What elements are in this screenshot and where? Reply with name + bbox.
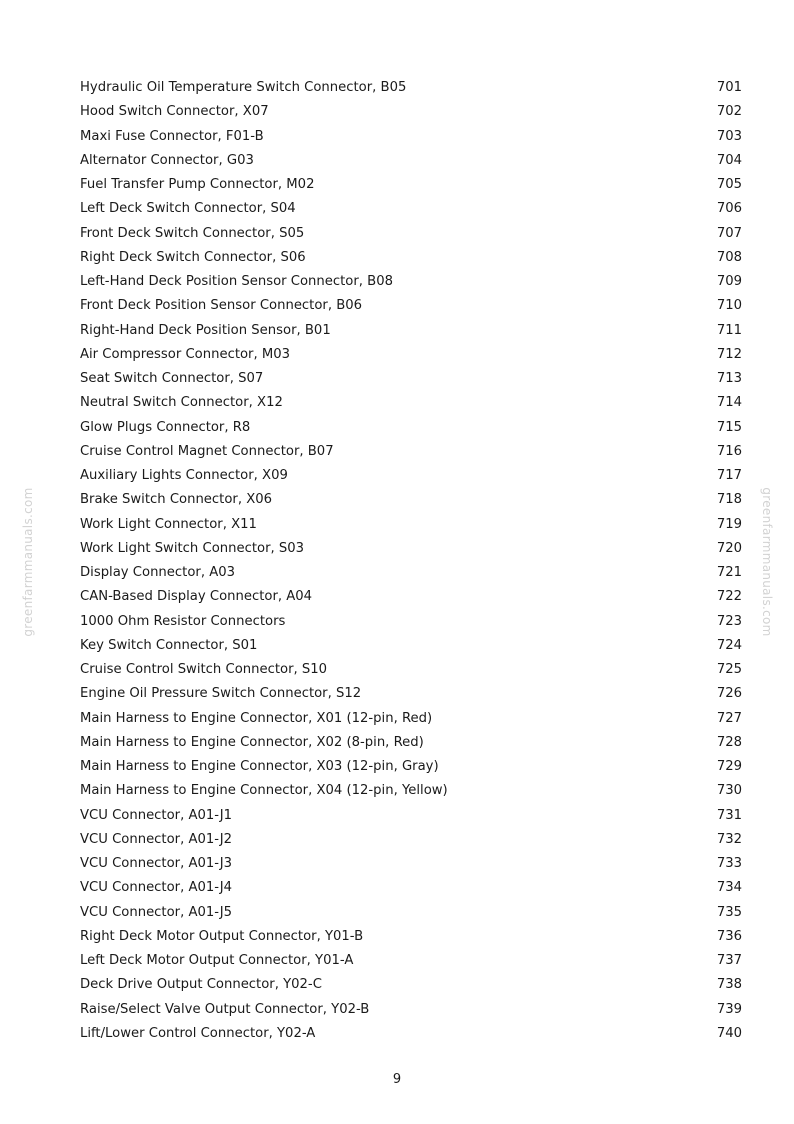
toc-entry-title: Work Light Connector, X11	[80, 516, 257, 532]
toc-entry[interactable]	[80, 464, 742, 488]
toc-entry[interactable]	[80, 682, 742, 706]
toc-entry-page: 710	[716, 298, 742, 314]
toc-entry[interactable]	[80, 634, 742, 658]
toc-entry-page: 720	[716, 540, 742, 556]
toc-entry-title: Left Deck Motor Output Connector, Y01-A	[80, 953, 354, 968]
toc-entry-title: Right Deck Switch Connector, S06	[80, 249, 306, 265]
toc-entry-title: Neutral Switch Connector, X12	[80, 395, 283, 411]
toc-entry-title: Alternator Connector, G03	[80, 152, 254, 168]
toc-entry[interactable]	[80, 852, 742, 876]
toc-entry-page: 733	[716, 856, 742, 871]
toc-entry-title: Work Light Switch Connector, S03	[80, 540, 305, 556]
toc-entry[interactable]	[80, 925, 742, 949]
toc-entry-title: 1000 Ohm Resistor Connectors	[80, 613, 286, 629]
toc-entry-page: 740	[716, 1025, 742, 1041]
toc-entry[interactable]	[80, 488, 742, 512]
toc-entry[interactable]	[80, 949, 742, 973]
toc-entry-title: CAN-Based Display Connector, A04	[80, 589, 313, 605]
toc-entry-title: Raise/Select Valve Output Connector, Y02-B	[80, 1001, 370, 1017]
toc-entry-page: 728	[716, 734, 742, 750]
toc-entry[interactable]	[80, 440, 742, 464]
toc-entry[interactable]	[80, 998, 742, 1022]
toc-entry-title: Deck Drive Output Connector, Y02-C	[80, 977, 322, 993]
toc-entry[interactable]	[80, 294, 742, 318]
toc-entry[interactable]	[80, 125, 742, 149]
toc-entry[interactable]	[80, 731, 742, 755]
toc-entry[interactable]	[80, 416, 742, 440]
toc-entry-title: Display Connector, A03	[80, 565, 236, 580]
toc-entry[interactable]	[80, 561, 742, 585]
toc-entry[interactable]	[80, 876, 742, 900]
toc-entry-title: VCU Connector, A01-J2	[80, 831, 233, 847]
toc-entry-page: 712	[716, 346, 742, 362]
toc-entry-page: 718	[716, 492, 742, 508]
watermark-right: greenfarmmanuals.com	[760, 487, 774, 637]
toc-entry-page: 725	[716, 662, 742, 677]
toc-entry-page: 721	[716, 565, 742, 580]
toc-entry-page: 731	[716, 807, 742, 823]
toc-entry-title: VCU Connector, A01-J5	[80, 904, 233, 920]
toc-entry[interactable]	[80, 707, 742, 731]
toc-entry-page: 732	[716, 831, 742, 847]
toc-entry[interactable]	[80, 391, 742, 415]
toc-entry-title: Front Deck Position Sensor Connector, B06	[80, 298, 363, 314]
toc-entry-title: Right-Hand Deck Position Sensor, B01	[80, 322, 331, 338]
toc-entry-page: 706	[716, 201, 742, 217]
toc-entry-title: Main Harness to Engine Connector, X04 (12-pin, Yellow)	[80, 783, 448, 799]
toc-entry-title: VCU Connector, A01-J3	[80, 856, 233, 871]
toc-entry-title: Engine Oil Pressure Switch Connector, S12	[80, 686, 362, 702]
toc-entry-page: 738	[716, 977, 742, 993]
toc-entry-title: Glow Plugs Connector, R8	[80, 419, 251, 435]
toc-entry-title: Key Switch Connector, S01	[80, 637, 258, 653]
toc-entry-title: Main Harness to Engine Connector, X03 (12-pin, Gray)	[80, 759, 439, 774]
toc-entry[interactable]	[80, 1022, 742, 1046]
toc-entry-page: 715	[716, 419, 742, 435]
toc-entry[interactable]	[80, 319, 742, 343]
toc-entry-page: 737	[716, 953, 742, 968]
toc-entry-page: 723	[716, 613, 742, 629]
toc-entry-title: Air Compressor Connector, M03	[80, 346, 291, 362]
toc-entry-page: 736	[716, 928, 742, 944]
toc-entry[interactable]	[80, 76, 742, 100]
toc-entry[interactable]	[80, 610, 742, 634]
toc-entry[interactable]	[80, 901, 742, 925]
toc-entry-title: Lift/Lower Control Connector, Y02-A	[80, 1025, 316, 1041]
toc-entry-title: Left-Hand Deck Position Sensor Connector, B08	[80, 274, 393, 289]
toc-entry-title: Front Deck Switch Connector, S05	[80, 225, 305, 241]
toc-entry-title: Hood Switch Connector, X07	[80, 104, 269, 120]
toc-entry-page: 730	[716, 783, 742, 799]
toc-entry[interactable]	[80, 100, 742, 124]
toc-entry-page: 722	[716, 589, 742, 605]
toc-entry-page: 717	[716, 468, 742, 483]
toc-entry-page: 714	[716, 395, 742, 411]
table-of-contents	[80, 76, 742, 1046]
toc-entry-page: 713	[716, 371, 742, 386]
toc-entry-page: 705	[716, 177, 742, 192]
toc-entry[interactable]	[80, 658, 742, 682]
page-number: 9	[392, 1072, 402, 1087]
toc-entry[interactable]	[80, 585, 742, 609]
toc-entry[interactable]	[80, 149, 742, 173]
toc-entry[interactable]	[80, 828, 742, 852]
toc-entry-title: Seat Switch Connector, S07	[80, 371, 264, 386]
toc-entry[interactable]	[80, 779, 742, 803]
toc-entry-title: Cruise Control Switch Connector, S10	[80, 662, 328, 677]
toc-entry-title: Right Deck Motor Output Connector, Y01-B	[80, 928, 364, 944]
toc-entry[interactable]	[80, 537, 742, 561]
toc-entry-title: Main Harness to Engine Connector, X01 (12-pin, Red)	[80, 710, 433, 726]
toc-entry-page: 707	[716, 225, 742, 241]
watermark-left: greenfarmmanuals.com	[21, 487, 35, 637]
toc-entry[interactable]	[80, 973, 742, 997]
toc-entry[interactable]	[80, 804, 742, 828]
toc-entry[interactable]	[80, 246, 742, 270]
toc-entry-title: Brake Switch Connector, X06	[80, 492, 273, 508]
toc-entry[interactable]	[80, 343, 742, 367]
toc-entry[interactable]	[80, 513, 742, 537]
toc-entry-page: 703	[716, 128, 742, 144]
toc-entry-title: VCU Connector, A01-J4	[80, 880, 233, 896]
toc-entry-page: 719	[716, 516, 742, 532]
toc-entry-page: 704	[716, 152, 742, 168]
toc-entry-title: Fuel Transfer Pump Connector, M02	[80, 177, 315, 192]
toc-entry-title: Maxi Fuse Connector, F01-B	[80, 128, 264, 144]
toc-entry[interactable]	[80, 755, 742, 779]
toc-entry-page: 708	[716, 249, 742, 265]
toc-entry-page: 729	[716, 759, 742, 774]
toc-entry[interactable]	[80, 222, 742, 246]
toc-entry-page: 716	[716, 443, 742, 459]
toc-entry-page: 735	[716, 904, 742, 920]
toc-entry-page: 724	[716, 637, 742, 653]
toc-entry-page: 727	[716, 710, 742, 726]
toc-entry-page: 739	[716, 1001, 742, 1017]
toc-entry-title: Main Harness to Engine Connector, X02 (8-pin, Red)	[80, 734, 424, 750]
toc-entry-title: VCU Connector, A01-J1	[80, 807, 233, 823]
toc-entry[interactable]	[80, 197, 742, 221]
toc-entry-page: 711	[716, 322, 742, 338]
toc-entry-title: Hydraulic Oil Temperature Switch Connector, B05	[80, 80, 407, 95]
toc-entry-title: Left Deck Switch Connector, S04	[80, 201, 296, 217]
toc-entry-page: 701	[716, 80, 742, 95]
toc-entry-title: Cruise Control Magnet Connector, B07	[80, 443, 334, 459]
toc-entry-title: Auxiliary Lights Connector, X09	[80, 468, 288, 483]
toc-entry[interactable]	[80, 367, 742, 391]
toc-entry[interactable]	[80, 173, 742, 197]
toc-entry-page: 734	[716, 880, 742, 896]
toc-entry-page: 726	[716, 686, 742, 702]
toc-entry[interactable]	[80, 270, 742, 294]
toc-entry-page: 702	[716, 104, 742, 120]
toc-entry-page: 709	[716, 274, 742, 289]
